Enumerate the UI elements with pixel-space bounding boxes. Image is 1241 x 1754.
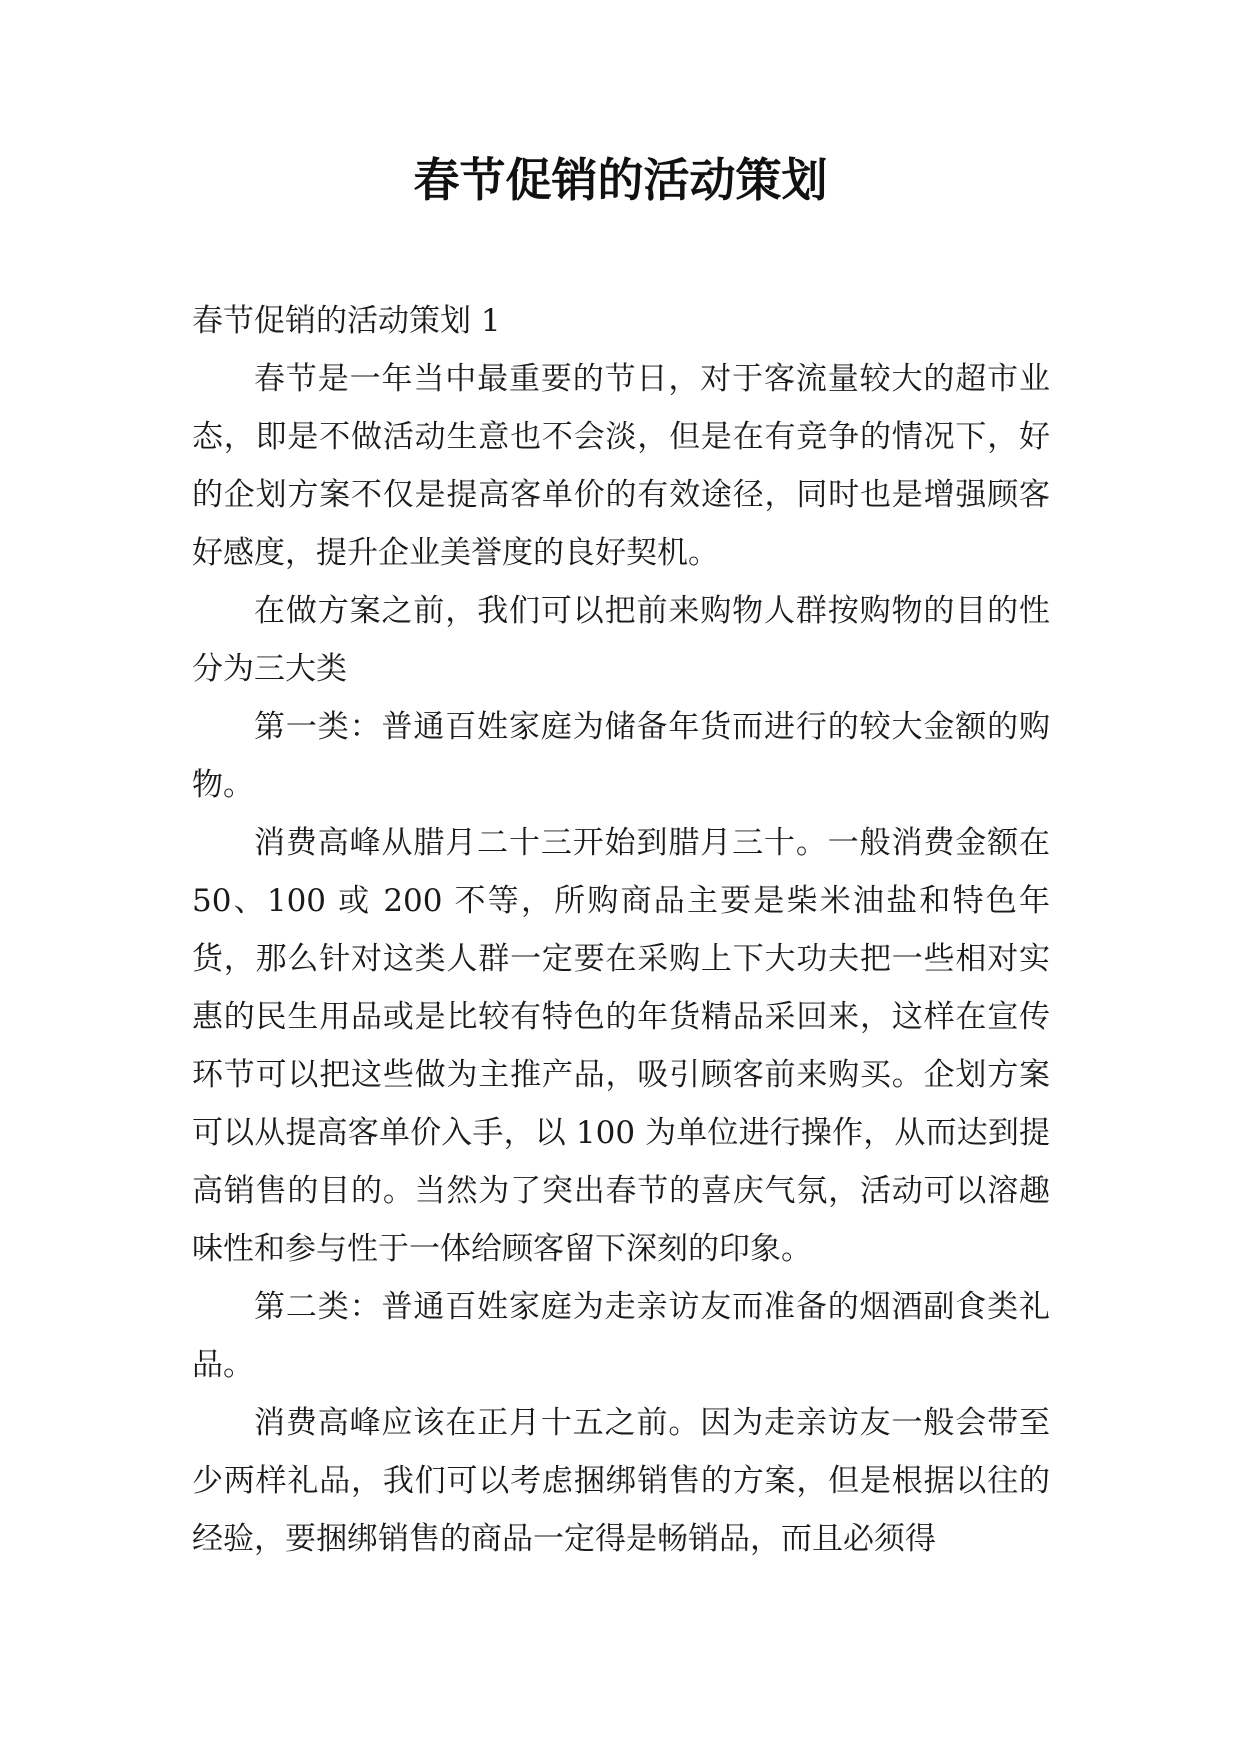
paragraph-category-two: 第二类：普通百姓家庭为走亲访友而准备的烟酒副食类礼品。 [192,1289,1050,1383]
document-body [192,292,1050,1568]
section-heading: 春节促销的活动策划 1 [192,303,501,339]
paragraph-intro: 春节是一年当中最重要的节日，对于客流量较大的超市业态，即是不做活动生意也不会淡，但是在有竞争的情况下，好的企划方案不仅是提高客单价的有效途径，同时也是增强顾客好感度，提升企业美誉度的良好契机。 [192,361,1050,571]
paragraph-category-two-detail: 消费高峰应该在正月十五之前。因为走亲访友一般会带至少两样礼品，我们可以考虑捆绑销售的方案，但是根据以往的经验，要捆绑销售的商品一定得是畅销品，而且必须得 [192,1405,1050,1557]
paragraph-category-one-detail: 消费高峰从腊月二十三开始到腊月三十。一般消费金额在 50、100 或 200 不等，所购商品主要是柴米油盐和特色年货，那么针对这类人群一定要在采购上下大功夫把一些相对实惠的民生用品或是比较有特色的年货精品采回来，这样在宣传环节可以把这些做为主推产品，吸引顾客前来购买。企划方案可以从提高客单价入手，以 100 为单位进行操作，从而达到提高销售的目的。当然为了突出春节的喜庆气氛，活动可以溶趣味性和参与性于一体给顾客留下深刻的印象。 [192,825,1050,1267]
document-title: 春节促销的活动策划 [413,153,828,207]
paragraph-category-one: 第一类：普通百姓家庭为储备年货而进行的较大金额的购物。 [192,709,1050,803]
paragraph-categories: 在做方案之前，我们可以把前来购物人群按购物的目的性分为三大类 [192,593,1050,687]
